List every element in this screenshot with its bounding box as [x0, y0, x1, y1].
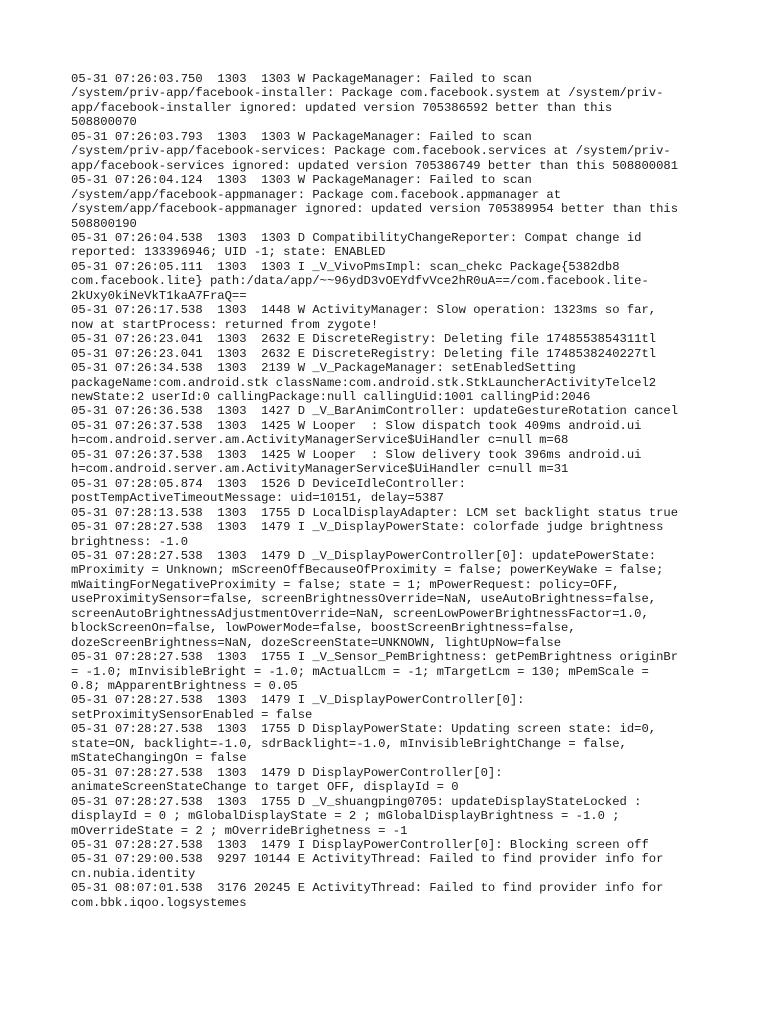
log-line: = -1.0; mInvisibleBright = -1.0; mActualLcm = -1; mTargetLcm = 130; mPemScale = — [71, 664, 649, 679]
log-line: 05-31 07:26:17.538 1303 1448 W ActivityManager: Slow operation: 1323ms so far, — [71, 303, 657, 318]
log-line: app/facebook-installer ignored: updated version 705386592 better than this — [71, 100, 613, 115]
log-line: mWaitingForNegativeProximity = false; state = 1; mPowerRequest: policy=OFF, — [71, 577, 620, 592]
log-line: cn.nubia.identity — [71, 866, 196, 881]
log-line: 508800190 — [71, 216, 137, 231]
log-line: /system/app/facebook-appmanager: Package com.facebook.appmanager at — [71, 187, 562, 202]
log-line: /system/priv-app/facebook-installer: Package com.facebook.system at /system/priv- — [71, 86, 664, 101]
log-line: 05-31 08:07:01.538 3176 20245 E ActivityThread: Failed to find provider info for — [71, 881, 664, 896]
log-line: 05-31 07:26:37.538 1303 1425 W Looper : Slow dispatch took 409ms android.ui — [71, 418, 642, 433]
log-line: screenAutoBrightnessAdjustmentOverride=NaN, screenLowPowerBrightnessFactor=1.0, — [71, 606, 649, 621]
log-line: h=com.android.server.am.ActivityManagerService$UiHandler c=null m=68 — [71, 433, 569, 448]
log-line: useProximitySensor=false, screenBrightnessOverride=NaN, useAutoBrightness=false, — [71, 592, 657, 607]
log-line: setProximitySensorEnabled = false — [71, 707, 313, 722]
log-line: 05-31 07:28:27.538 1303 1479 I DisplayPowerController[0]: Blocking screen off — [71, 838, 649, 853]
log-line: now at startProcess: returned from zygote! — [71, 317, 379, 332]
log-line: newState:2 userId:0 callingPackage:null callingUid:1001 callingPid:2046 — [71, 389, 591, 404]
log-line: 05-31 07:26:34.538 1303 2139 W _V_PackageManager: setEnabledSetting — [71, 361, 576, 376]
log-line: 05-31 07:26:37.538 1303 1425 W Looper : Slow delivery took 396ms android.ui — [71, 447, 642, 462]
log-line: 05-31 07:26:04.124 1303 1303 W PackageManager: Failed to scan — [71, 173, 532, 188]
log-line: dozeScreenBrightness=NaN, dozeScreenState=UNKNOWN, lightUpNow=false — [71, 635, 562, 650]
log-line: animateScreenStateChange to target OFF, displayId = 0 — [71, 780, 459, 795]
log-line: postTempActiveTimeoutMessage: uid=10151, delay=5387 — [71, 491, 444, 506]
log-line: mOverrideState = 2 ; mOverrideBrighetness = -1 — [71, 823, 408, 838]
log-line: 05-31 07:28:27.538 1303 1755 I _V_Sensor_PemBrightness: getPemBrightness originBr — [71, 650, 679, 665]
log-line: com.bbk.iqoo.logsystemes — [71, 895, 247, 910]
log-line: 05-31 07:26:03.793 1303 1303 W PackageManager: Failed to scan — [71, 129, 532, 144]
log-line: mProximity = Unknown; mScreenOffBecauseOfProximity = false; powerKeyWake = false; — [71, 563, 664, 578]
log-line: 05-31 07:29:00.538 9297 10144 E ActivityThread: Failed to find provider info for — [71, 852, 664, 867]
log-line: 508800070 — [71, 115, 137, 130]
log-line: packageName:com.android.stk className:com.android.stk.StkLauncherActivityTelcel2 — [71, 375, 657, 390]
log-line: brightness: -1.0 — [71, 534, 189, 549]
log-line: 05-31 07:28:27.538 1303 1755 D _V_shuangping0705: updateDisplayStateLocked : — [71, 794, 642, 809]
log-line: blockScreenOn=false, lowPowerMode=false, boostScreenBrightness=false, — [71, 621, 576, 636]
log-line: app/facebook-services ignored: updated version 705386749 better than this 508800081 — [71, 158, 679, 173]
log-text-block — [71, 72, 711, 910]
log-line: 05-31 07:26:36.538 1303 1427 D _V_BarAnimController: updateGestureRotation cancel — [71, 404, 679, 419]
log-line: 05-31 07:26:23.041 1303 2632 E DiscreteRegistry: Deleting file 1748538240227tl — [71, 346, 657, 361]
log-line: 05-31 07:26:23.041 1303 2632 E DiscreteRegistry: Deleting file 1748553854311tl — [71, 332, 657, 347]
log-line: displayId = 0 ; mGlobalDisplayState = 2 ; mGlobalDisplayBrightness = -1.0 ; — [71, 809, 620, 824]
log-line: 2kUxy0kiNeVkT1kaA7FraQ== — [71, 288, 247, 303]
log-line: 05-31 07:28:27.538 1303 1479 I _V_DisplayPowerController[0]: — [71, 693, 525, 708]
log-line: 05-31 07:26:05.111 1303 1303 I _V_VivoPmsImpl: scan_chekc Package{5382db8 — [71, 259, 620, 274]
log-line: state=ON, backlight=-1.0, sdrBacklight=-1.0, mInvisibleBrightChange = false, — [71, 736, 627, 751]
log-line: 05-31 07:28:27.538 1303 1479 D DisplayPowerController[0]: — [71, 765, 503, 780]
log-line: 05-31 07:28:27.538 1303 1755 D DisplayPowerState: Updating screen state: id=0, — [71, 722, 657, 737]
log-line: 05-31 07:26:03.750 1303 1303 W PackageManager: Failed to scan — [71, 72, 532, 86]
log-line: h=com.android.server.am.ActivityManagerService$UiHandler c=null m=31 — [71, 462, 569, 477]
log-line: 05-31 07:26:04.538 1303 1303 D CompatibilityChangeReporter: Compat change id — [71, 230, 642, 245]
log-line: 05-31 07:28:27.538 1303 1479 I _V_DisplayPowerState: colorfade judge brightness — [71, 520, 664, 535]
log-line: /system/app/facebook-appmanager ignored: updated version 705389954 better than this — [71, 202, 679, 217]
log-line: 05-31 07:28:27.538 1303 1479 D _V_DisplayPowerController[0]: updatePowerState: — [71, 548, 657, 563]
log-line: mStateChangingOn = false — [71, 751, 247, 766]
log-line: 0.8; mApparentBrightness = 0.05 — [71, 679, 298, 694]
log-line: 05-31 07:28:05.874 1303 1526 D DeviceIdleController: — [71, 476, 466, 491]
log-line: 05-31 07:28:13.538 1303 1755 D LocalDisplayAdapter: LCM set backlight status true — [71, 505, 679, 520]
log-line: reported: 133396946; UID -1; state: ENABLED — [71, 245, 386, 260]
log-line: com.facebook.lite} path:/data/app/~~96ydD3vOEYdfvVce2hR0uA==/com.facebook.lite- — [71, 274, 649, 289]
log-line: /system/priv-app/facebook-services: Package com.facebook.services at /system/priv- — [71, 144, 671, 159]
